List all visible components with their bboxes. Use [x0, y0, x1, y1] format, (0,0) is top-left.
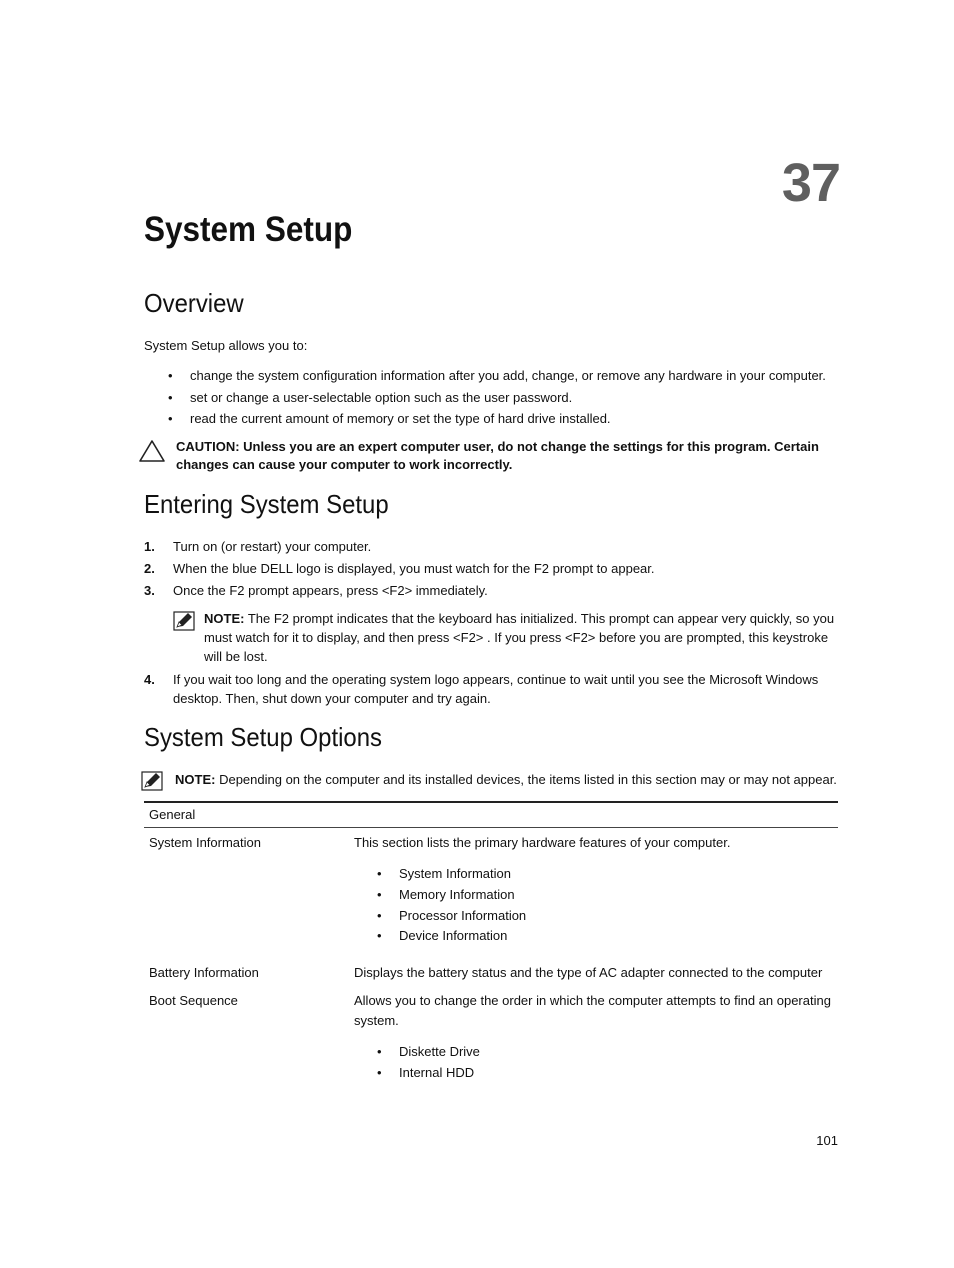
bullet-icon: • — [168, 390, 173, 405]
table-row-description: Allows you to change the order in which the computer attempts to find an operating system. — [354, 993, 831, 1028]
caution-message: CAUTION: Unless you are an expert computer user, do not change the settings for this program. Certain changes can cause your computer to work incorrectly. — [176, 439, 819, 472]
bullet-icon: • — [377, 887, 382, 902]
chapter-title: System Setup — [144, 210, 353, 249]
table-header-rule — [144, 827, 838, 828]
f2-note: NOTE: The F2 prompt indicates that the keyboard has initialized. This prompt can appear very quickly, so you must watch for it to display, and then press <F2> . If you press <F2> before you are prompted, this keystroke will be lost. — [204, 611, 835, 664]
entering-heading: Entering System Setup — [144, 489, 389, 519]
options-note: NOTE: Depending on the computer and its installed devices, the items listed in this section may or may not appear. — [175, 772, 837, 787]
bullet-icon: • — [168, 411, 173, 426]
document-page: 37 System Setup Overview System Setup allows you to: • change the system configuration information after you add, change, or remove any hardware in your computer. • set or change a user-selectable option such as the user password. • read the current amount of memory or set the type of hard drive installed. CAUTION: Unless you are an expert computer user, do not change the settings for this program. Certain changes can cause your computer to work incorrectly. Entering System Setup 1. Turn on (or restart) your computer. 2. When the blue DELL logo is displayed, you must watch for the F2 prompt to appear. 3. Once the F2 prompt appears, press <F2> immediately. NOTE: The F2 prompt indicates that the keyboard has initialized. This prompt can appear very quickly, so you must watch for it to display, and then press <F2> . If you press <F2> before you are prompted, this keystroke will be lost. 4. If you wait too long and the operating system logo appears, continue to wait until you see the Microsoft Windows desktop. Then, shut down your computer and try again. System Setup Options NOTE: Depending on the computer and its installed devices, the items listed in this section may or may not appear. General System Information This section lists the primary hardware features of your computer. • System Information • Memory Information • Processor Information • Device Information Battery Information Displays the battery status and the type of AC adapter connected to the computer Boot Sequence Allows you to change the order in which the computer attempts to find an operating system. • Diskette Drive • Internal HDD 101 — [0, 0, 954, 1268]
bullet-icon: • — [377, 1044, 382, 1059]
table-row-description: Displays the battery status and the type of AC adapter connected to the computer — [354, 965, 823, 980]
page-number: 101 — [816, 1133, 838, 1148]
bullet-icon: • — [377, 866, 382, 881]
bullet-icon: • — [377, 1065, 382, 1080]
table-row-label: Battery Information — [149, 965, 259, 980]
options-heading: System Setup Options — [144, 722, 382, 752]
bullet-icon: • — [377, 908, 382, 923]
table-header-general: General — [149, 807, 196, 822]
table-top-rule — [144, 801, 838, 803]
bullet-icon: • — [377, 928, 382, 943]
chapter-number: 37 — [781, 153, 840, 213]
table-row-description: This section lists the primary hardware features of your computer. — [354, 835, 731, 850]
note-pencil-icon — [173, 611, 195, 631]
overview-intro: System Setup allows you to: — [144, 338, 308, 353]
caution-triangle-icon — [138, 439, 166, 463]
table-row-label: Boot Sequence — [149, 993, 238, 1008]
bullet-icon: • — [168, 368, 173, 383]
note-pencil-icon — [141, 771, 163, 791]
table-row-label: System Information — [149, 835, 261, 850]
overview-heading: Overview — [144, 288, 244, 318]
